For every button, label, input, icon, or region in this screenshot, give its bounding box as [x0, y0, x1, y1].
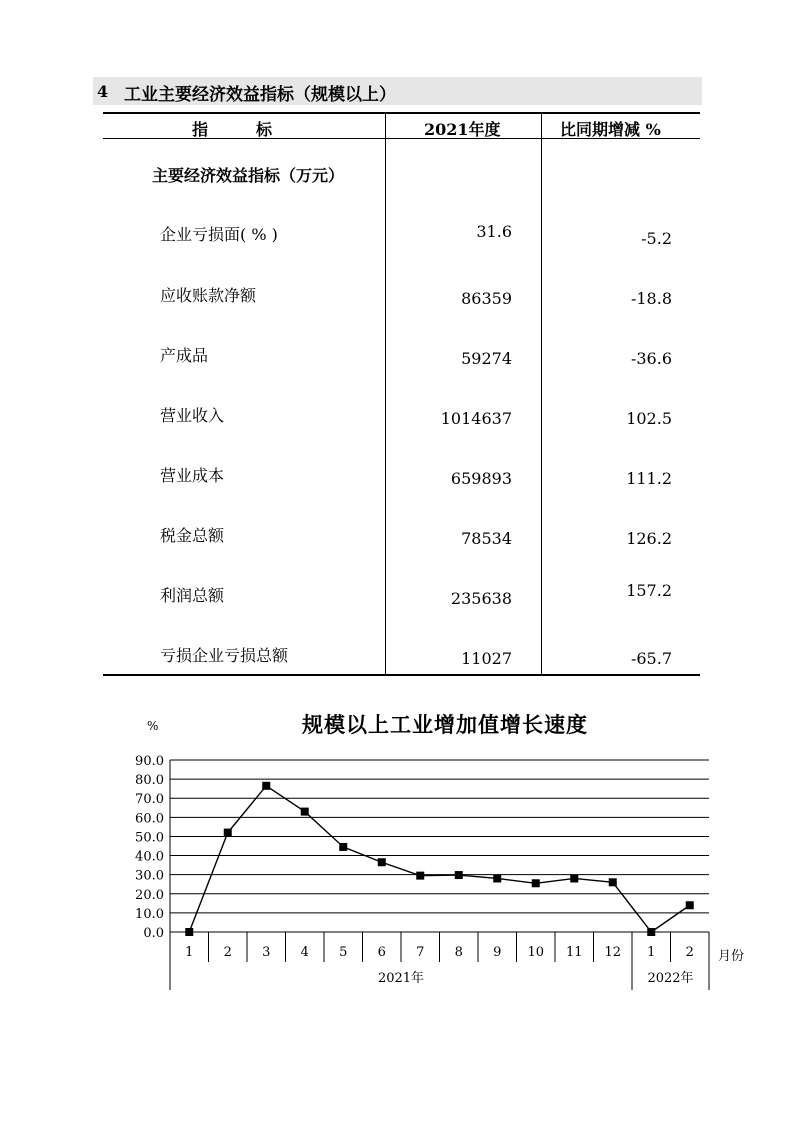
- x-tick-label: 10: [527, 945, 545, 960]
- section-number: 4: [97, 82, 109, 101]
- data-point-marker: [609, 878, 617, 886]
- row-indicator-name: 营业成本: [160, 466, 225, 485]
- x-tick-label: 1: [185, 945, 194, 960]
- row-indicator-name: 亏损企业亏损总额: [160, 646, 289, 665]
- y-tick-label: 0.0: [143, 926, 164, 941]
- row-indicator-name: 应收账款净额: [160, 286, 257, 305]
- data-point-marker: [301, 808, 309, 816]
- data-point-marker: [339, 843, 347, 851]
- row-indicator-name: 企业亏损面( % ): [160, 225, 278, 244]
- x-tick-label: 4: [300, 945, 309, 960]
- data-point-marker: [647, 928, 655, 936]
- y-tick-label: 30.0: [135, 868, 164, 884]
- group-label: 主要经济效益指标（万元）: [152, 166, 345, 185]
- data-point-marker: [532, 879, 540, 887]
- data-point-marker: [378, 858, 386, 866]
- y-tick-label: 20.0: [135, 887, 164, 903]
- row-value-2021: 86359: [461, 289, 512, 308]
- x-tick-label: 11: [565, 945, 583, 960]
- row-indicator-name: 产成品: [160, 346, 209, 365]
- row-value-2021: 11027: [461, 649, 512, 668]
- row-indicator-name: 营业收入: [160, 406, 225, 425]
- data-point-marker: [224, 829, 232, 837]
- row-change-percent: -5.2: [641, 229, 672, 248]
- row-indicator-name: 税金总额: [160, 526, 225, 545]
- row-value-2021: 78534: [461, 529, 512, 548]
- data-point-marker: [416, 872, 424, 880]
- data-point-marker: [686, 901, 694, 909]
- row-change-percent: -36.6: [630, 349, 672, 368]
- x-axis-title: 月份: [718, 949, 745, 964]
- chart-unit-label: %: [147, 719, 159, 733]
- y-tick-label: 90.0: [135, 754, 164, 769]
- x-tick-label: 6: [377, 945, 386, 960]
- row-value-2021: 1014637: [440, 409, 512, 428]
- y-tick-label: 50.0: [135, 830, 164, 846]
- year-group-label: 2022年: [647, 971, 694, 986]
- x-tick-label: 3: [262, 945, 271, 960]
- row-value-2021: 659893: [450, 469, 512, 488]
- y-tick-label: 60.0: [135, 811, 164, 827]
- x-tick-label: 1: [647, 945, 656, 960]
- y-tick-label: 70.0: [135, 792, 164, 808]
- y-tick-label: 10.0: [135, 906, 164, 922]
- chart-title: 规模以上工业增加值增长速度: [302, 712, 588, 737]
- year-group-label: 2021年: [377, 971, 425, 986]
- data-point-marker: [455, 871, 463, 879]
- x-tick-label: 7: [416, 945, 425, 960]
- x-tick-label: 5: [339, 945, 348, 960]
- row-change-percent: 102.5: [626, 409, 672, 428]
- row-indicator-name: 利润总额: [160, 586, 225, 605]
- section-title: 工业主要经济效益指标（规模以上）: [124, 85, 396, 105]
- row-change-percent: -18.8: [630, 289, 672, 308]
- row-change-percent: 157.2: [626, 581, 672, 600]
- data-point-marker: [570, 874, 578, 882]
- row-change-percent: -65.7: [630, 649, 672, 668]
- x-tick-label: 9: [493, 945, 502, 960]
- x-tick-label: 2: [685, 945, 694, 960]
- row-value-2021: 31.6: [476, 222, 512, 241]
- header-year: 2021年度: [424, 120, 501, 139]
- x-tick-label: 8: [454, 945, 463, 960]
- row-value-2021: 59274: [461, 349, 512, 368]
- y-tick-label: 80.0: [135, 773, 164, 789]
- y-tick-label: 40.0: [135, 849, 164, 865]
- data-point-marker: [262, 782, 270, 790]
- header-indicator: 指 标: [192, 120, 273, 139]
- data-point-marker: [185, 928, 193, 936]
- series-line: [189, 786, 690, 932]
- x-tick-label: 2: [223, 945, 232, 960]
- header-change: 比同期增减 %: [560, 120, 661, 139]
- row-value-2021: 235638: [450, 589, 512, 608]
- data-point-marker: [493, 874, 501, 882]
- row-change-percent: 126.2: [626, 529, 672, 548]
- x-tick-label: 12: [604, 945, 622, 960]
- row-change-percent: 111.2: [626, 469, 672, 488]
